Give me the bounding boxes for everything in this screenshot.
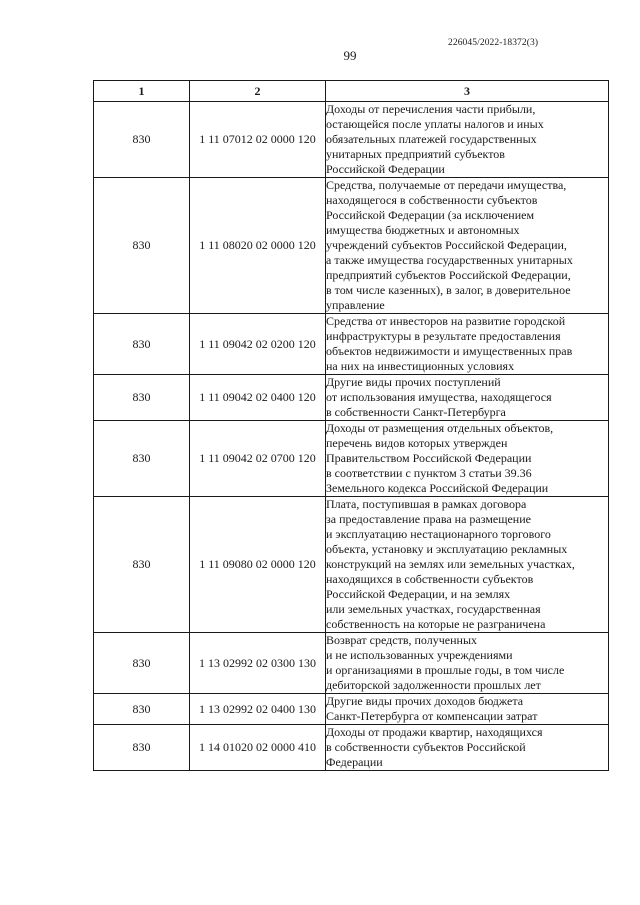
description-line: в собственности субъектов Российской — [326, 740, 526, 754]
description-line: или земельных участках, государственная — [326, 602, 541, 616]
description-line: дебиторской задолженности прошлых лет — [326, 678, 541, 692]
admin-code-cell: 830 — [94, 725, 190, 771]
admin-code-cell: 830 — [94, 102, 190, 178]
admin-code-cell: 830 — [94, 694, 190, 725]
description-line: Плата, поступившая в рамках договора — [326, 497, 527, 511]
description-line: Российской Федерации (за исключением — [326, 208, 535, 222]
revenue-description-cell — [326, 314, 609, 375]
revenue-description-cell — [326, 375, 609, 421]
description-line: за предоставление права на размещение — [326, 512, 531, 526]
description-line: в собственности Санкт-Петербурга — [326, 405, 506, 419]
description-line: остающейся после уплаты налогов и иных — [326, 117, 544, 131]
description-line: Доходы от размещения отдельных объектов, — [326, 421, 554, 435]
revenue-codes-table — [93, 80, 609, 771]
description-line: Правительством Российской Федерации — [326, 451, 532, 465]
description-line: Доходы от продажи квартир, находящихся — [326, 725, 543, 739]
revenue-description-cell — [326, 694, 609, 725]
description-line: Санкт-Петербурга от компенсации затрат — [326, 709, 538, 723]
description-line: перечень видов которых утвержден — [326, 436, 508, 450]
description-line: предприятий субъектов Российской Федерации, — [326, 268, 571, 282]
description-line: и организациями в прошлые годы, в том числе — [326, 663, 565, 677]
description-line: в соответствии с пунктом 3 статьи 39.36 — [326, 466, 532, 480]
description-line: от использования имущества, находящегося — [326, 390, 552, 404]
description-line: и не использованных учреждениями — [326, 648, 513, 662]
page-number: 99 — [343, 48, 357, 63]
table-row — [94, 633, 609, 694]
revenue-description-cell — [326, 102, 609, 178]
table-row — [94, 497, 609, 633]
description-line: объекта, установку и эксплуатацию рекламных — [326, 542, 568, 556]
revenue-code-cell: 1 11 09042 02 0200 120 — [190, 314, 326, 375]
description-line: Средства от инвесторов на развитие городской — [326, 314, 566, 328]
header-col-3: 3 — [326, 81, 609, 102]
revenue-code-cell: 1 14 01020 02 0000 410 — [190, 725, 326, 771]
admin-code-cell: 830 — [94, 314, 190, 375]
description-line: Российской Федерации — [326, 162, 445, 176]
description-line: находящихся в собственности субъектов — [326, 572, 534, 586]
header-col-2: 2 — [190, 81, 326, 102]
revenue-code-cell: 1 11 09080 02 0000 120 — [190, 497, 326, 633]
revenue-code-cell: 1 11 09042 02 0700 120 — [190, 421, 326, 497]
description-line: унитарных предприятий субъектов — [326, 147, 505, 161]
admin-code-cell: 830 — [94, 497, 190, 633]
table-row — [94, 421, 609, 497]
description-line: Возврат средств, полученных — [326, 633, 478, 647]
table-row — [94, 694, 609, 725]
table-row — [94, 375, 609, 421]
revenue-description-cell — [326, 633, 609, 694]
revenue-description-cell — [326, 178, 609, 314]
description-line: управление — [326, 298, 385, 312]
revenue-code-cell: 1 13 02992 02 0400 130 — [190, 694, 326, 725]
revenue-description-cell — [326, 725, 609, 771]
description-line: и эксплуатацию нестационарного торгового — [326, 527, 551, 541]
table-row — [94, 725, 609, 771]
description-line: Земельного кодекса Российской Федерации — [326, 481, 549, 495]
description-line: Другие виды прочих доходов бюджета — [326, 694, 524, 708]
revenue-code-cell: 1 13 02992 02 0300 130 — [190, 633, 326, 694]
table-row — [94, 314, 609, 375]
revenue-code-cell: 1 11 09042 02 0400 120 — [190, 375, 326, 421]
description-line: а также имущества государственных унитарных — [326, 253, 573, 267]
admin-code-cell: 830 — [94, 375, 190, 421]
description-line: Российской Федерации, и на землях — [326, 587, 511, 601]
revenue-code-cell: 1 11 08020 02 0000 120 — [190, 178, 326, 314]
description-line: собственность на которые не разграничена — [326, 617, 546, 631]
description-line: инфраструктуры в результате предоставления — [326, 329, 561, 343]
revenue-code-cell: 1 11 07012 02 0000 120 — [190, 102, 326, 178]
admin-code-cell: 830 — [94, 421, 190, 497]
description-line: находящегося в собственности субъектов — [326, 193, 538, 207]
description-line: в том числе казенных), в залог, в доверительное — [326, 283, 571, 297]
description-line: обязательных платежей государственных — [326, 132, 537, 146]
description-line: Средства, получаемые от передачи имущества, — [326, 178, 567, 192]
document-id: 226045/2022-18372(3) — [448, 38, 539, 48]
table-row — [94, 102, 609, 178]
description-line: конструкций на землях или земельных участках, — [326, 557, 575, 571]
description-line: Другие виды прочих поступлений — [326, 375, 501, 389]
description-line: учреждений субъектов Российской Федерации, — [326, 238, 567, 252]
header-col-1: 1 — [94, 81, 190, 102]
table-body — [94, 102, 609, 771]
description-line: объектов недвижимости и имущественных прав — [326, 344, 573, 358]
revenue-description-cell — [326, 497, 609, 633]
description-line: Федерации — [326, 755, 383, 769]
description-line: Доходы от перечисления части прибыли, — [326, 102, 536, 116]
table-row — [94, 178, 609, 314]
revenue-description-cell — [326, 421, 609, 497]
admin-code-cell: 830 — [94, 633, 190, 694]
description-line: имущества бюджетных и автономных — [326, 223, 520, 237]
description-line: на них на инвестиционных условиях — [326, 359, 515, 373]
admin-code-cell: 830 — [94, 178, 190, 314]
table-header-row — [94, 81, 609, 102]
